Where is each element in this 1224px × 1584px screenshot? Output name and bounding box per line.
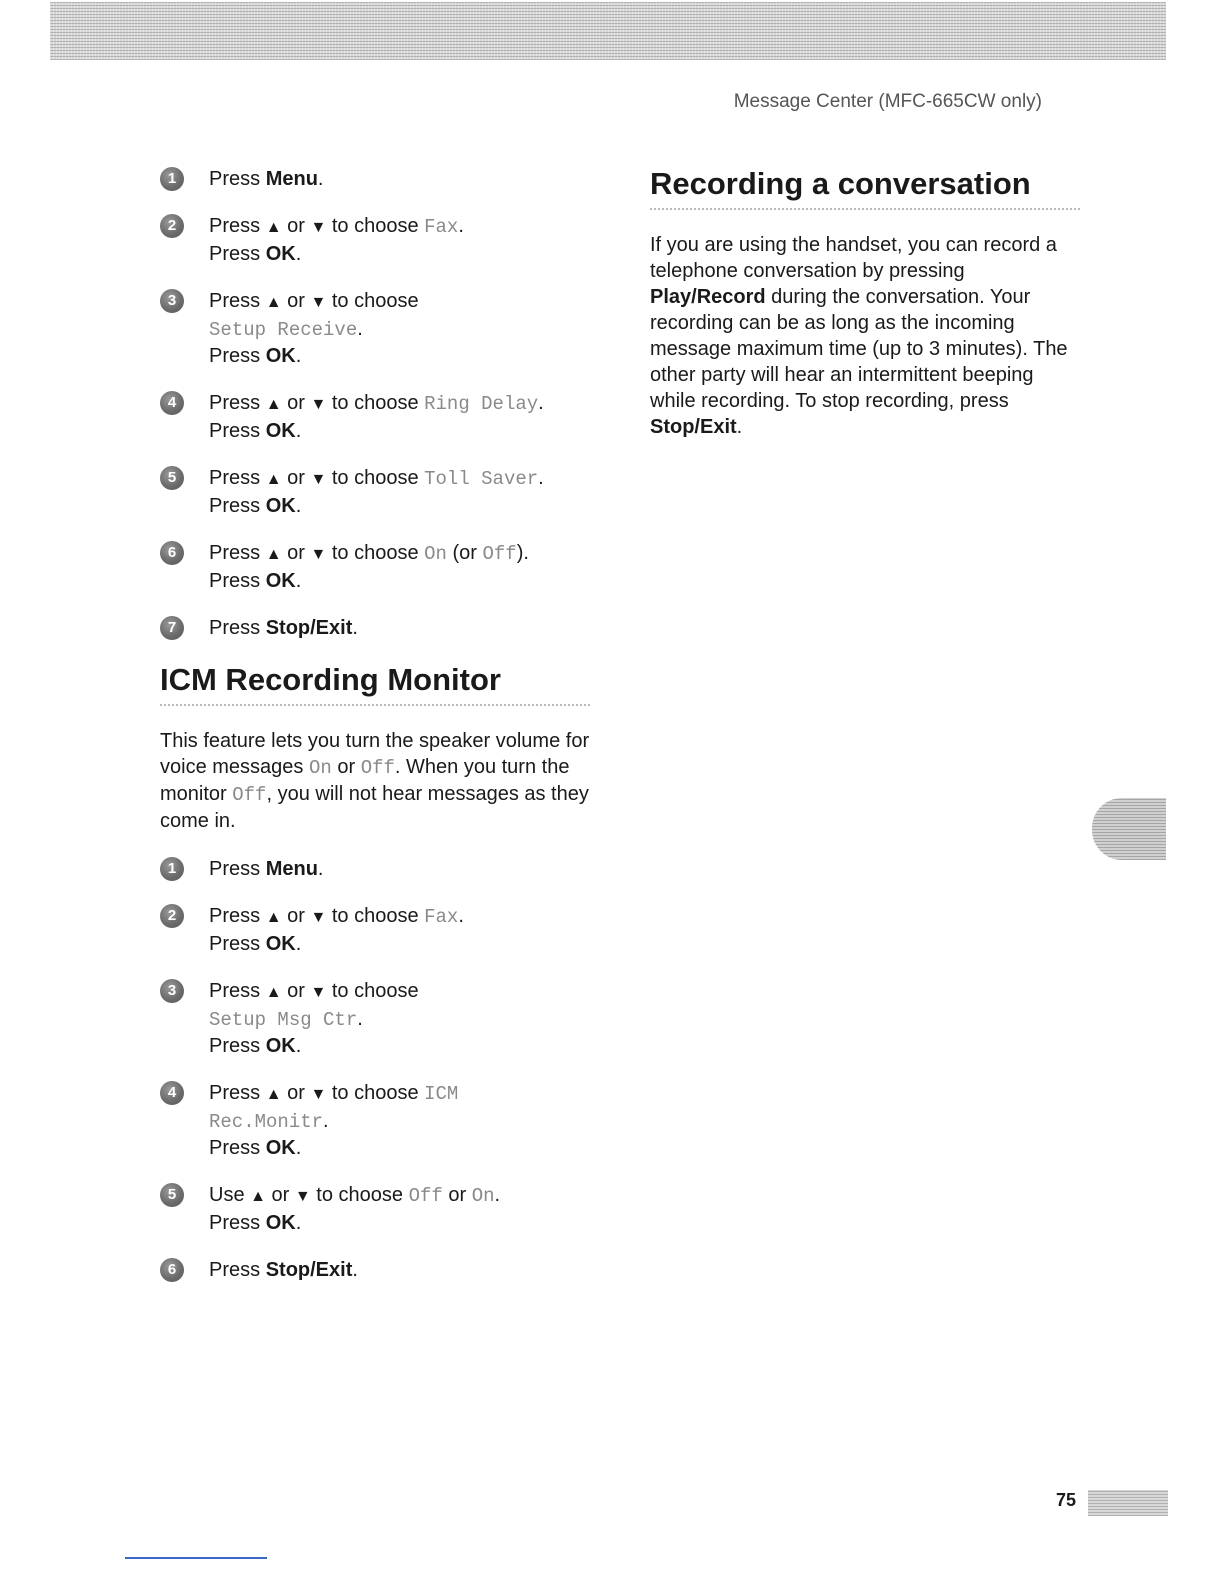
step-text: . [458, 215, 464, 237]
recording-section-heading: Recording a conversation [650, 166, 1080, 210]
lcd-text: Ring Delay [424, 393, 539, 415]
step-text: . [357, 318, 363, 340]
lcd-text: On [308, 757, 332, 779]
step-text: or [281, 980, 311, 1002]
step-text: . [295, 243, 302, 265]
step-text: . [295, 570, 302, 592]
step-number-icon: 6 [160, 1258, 184, 1282]
step-text: to choose [326, 215, 425, 237]
up-arrow-icon: ▲ [250, 1188, 266, 1205]
step-text: or [281, 215, 311, 237]
step-text: Press [209, 570, 266, 592]
step-item [160, 465, 590, 519]
button-name: Stop/Exit [650, 416, 737, 438]
step-text: or [331, 756, 361, 778]
step-number-icon: 5 [160, 466, 184, 490]
step-text: This feature lets you turn the speaker volume for voice messages [160, 730, 590, 778]
step-text: or [281, 542, 311, 564]
step-number-icon: 5 [160, 1183, 184, 1207]
up-arrow-icon: ▲ [265, 984, 282, 1001]
step-text: Press [209, 1259, 266, 1281]
step-text: Press [209, 858, 266, 880]
step-text: Press [209, 905, 266, 927]
step-text: . When you turn the monitor [160, 756, 570, 805]
step-text: . [295, 495, 302, 517]
down-arrow-icon: ▼ [310, 1086, 327, 1103]
step-text: . [538, 467, 544, 489]
header-band [50, 2, 1166, 60]
step-number-icon: 4 [160, 1081, 184, 1105]
down-arrow-icon: ▼ [310, 219, 327, 236]
lcd-text: Setup Receive [209, 319, 358, 341]
step-text: . [357, 1008, 363, 1030]
step-text: or [281, 392, 311, 414]
step-text: . [317, 858, 324, 880]
step-number-icon: 3 [160, 289, 184, 313]
page-number: 75 [1056, 1490, 1077, 1510]
lcd-text: Off [408, 1185, 443, 1207]
step-number-icon: 3 [160, 979, 184, 1003]
recording-paragraph [650, 232, 1080, 440]
step-text: to choose [326, 392, 425, 414]
down-arrow-icon: ▼ [310, 984, 327, 1001]
down-arrow-icon: ▼ [310, 294, 327, 311]
button-name: OK [265, 420, 296, 442]
button-name: Stop/Exit [265, 1259, 353, 1281]
button-name: OK [265, 345, 296, 367]
chapter-side-tab [1092, 798, 1166, 860]
step-item [160, 903, 590, 957]
lcd-text: Off [232, 784, 267, 806]
step-text: . [736, 416, 743, 438]
step-text: Press [209, 420, 266, 442]
icm-section-heading: ICM Recording Monitor [160, 662, 590, 706]
step-text: . [494, 1184, 501, 1206]
step-item [160, 213, 590, 267]
step-text: . [458, 905, 464, 927]
step-text: Use [209, 1184, 251, 1206]
footer-rule [125, 1557, 267, 1559]
step-text: to choose [326, 467, 425, 489]
step-text: . [323, 1110, 329, 1132]
left-column [160, 166, 590, 1304]
step-text: to choose [326, 905, 425, 927]
lcd-text: Setup Msg Ctr [209, 1009, 358, 1031]
step-text: Press [209, 617, 266, 639]
step-text: or [281, 290, 311, 312]
step-item [160, 1182, 590, 1236]
step-item [160, 978, 590, 1059]
down-arrow-icon: ▼ [294, 1188, 311, 1205]
up-arrow-icon: ▲ [265, 396, 282, 413]
step-item [160, 615, 590, 641]
step-text: to choose [326, 1082, 425, 1104]
down-arrow-icon: ▼ [310, 396, 327, 413]
button-name: OK [265, 243, 296, 265]
step-text: . [295, 1137, 302, 1159]
down-arrow-icon: ▼ [310, 471, 327, 488]
step-text: If you are using the handset, you can record a telephone conversation by pressing [650, 234, 1057, 282]
step-text: or [265, 1184, 295, 1206]
step-text: . [352, 1259, 358, 1281]
step-text: Press [209, 345, 266, 367]
step-number-icon: 4 [160, 391, 184, 415]
step-text: Press [209, 542, 266, 564]
button-name: OK [265, 495, 296, 517]
toll-saver-steps [160, 166, 590, 641]
lcd-text: Off [482, 543, 517, 565]
button-name: Menu [265, 858, 318, 880]
step-text: Press [209, 392, 266, 414]
button-name: OK [265, 570, 296, 592]
lcd-text: On [424, 543, 447, 565]
step-text: Press [209, 290, 266, 312]
step-text: Press [209, 467, 266, 489]
right-column [650, 166, 1080, 462]
step-text: Press [209, 495, 266, 517]
lcd-text: Toll Saver [424, 468, 539, 490]
step-text: or [281, 1082, 311, 1104]
up-arrow-icon: ▲ [265, 1086, 282, 1103]
up-arrow-icon: ▲ [265, 546, 282, 563]
step-text: (or [446, 542, 483, 564]
step-text: or [442, 1184, 472, 1206]
up-arrow-icon: ▲ [265, 219, 282, 236]
step-text: . [295, 420, 302, 442]
button-name: OK [265, 1137, 296, 1159]
button-name: OK [265, 1212, 296, 1234]
step-text: Press [209, 980, 266, 1002]
step-text: to choose [310, 1184, 409, 1206]
step-item [160, 288, 590, 369]
step-number-icon: 7 [160, 616, 184, 640]
step-text: . [317, 168, 324, 190]
button-name: OK [265, 1035, 296, 1057]
step-text: or [281, 905, 311, 927]
step-text: to choose [326, 980, 419, 1002]
up-arrow-icon: ▲ [265, 909, 282, 926]
step-item [160, 166, 590, 192]
lcd-text: ICM [424, 1083, 459, 1105]
step-text: . [295, 1212, 302, 1234]
lcd-text: Off [360, 757, 395, 779]
step-text: to choose [326, 542, 425, 564]
down-arrow-icon: ▼ [310, 546, 327, 563]
button-name: Play/Record [650, 286, 766, 308]
step-item [160, 540, 590, 594]
step-text: Press [209, 215, 266, 237]
step-text: during the conversation. Your recording can be as long as the incoming message maximum time (up to 3 minutes). The other party will hear an intermittent beeping while recording. To stop recording, press [650, 286, 1068, 412]
step-number-icon: 6 [160, 541, 184, 565]
step-text: . [538, 392, 544, 414]
lcd-text: On [471, 1185, 495, 1207]
step-text: . [295, 1035, 302, 1057]
step-number-icon: 1 [160, 857, 184, 881]
lcd-text: Rec.Monitr [209, 1111, 324, 1133]
step-text: Press [209, 1137, 266, 1159]
button-name: Menu [265, 168, 318, 190]
lcd-text: Fax [424, 906, 459, 928]
step-text: . [352, 617, 358, 639]
step-item [160, 390, 590, 444]
step-number-icon: 2 [160, 904, 184, 928]
step-text: Press [209, 1212, 266, 1234]
step-text: . [295, 345, 302, 367]
button-name: OK [265, 933, 296, 955]
lcd-text: Fax [424, 216, 459, 238]
button-name: Stop/Exit [265, 617, 353, 639]
step-text: ). [516, 542, 529, 564]
page-header-title: Message Center (MFC-665CW only) [733, 91, 1042, 112]
step-text: Press [209, 168, 266, 190]
up-arrow-icon: ▲ [265, 471, 282, 488]
step-text: Press [209, 243, 266, 265]
step-text: or [281, 467, 311, 489]
step-text: Press [209, 933, 266, 955]
down-arrow-icon: ▼ [310, 909, 327, 926]
step-text: Press [209, 1035, 266, 1057]
step-item [160, 1257, 590, 1283]
icm-steps [160, 856, 590, 1283]
step-number-icon: 1 [160, 167, 184, 191]
icm-intro-paragraph [160, 728, 590, 834]
step-text: , you will not hear messages as they come in. [160, 783, 589, 832]
step-item [160, 856, 590, 882]
page-number-tab [1088, 1490, 1168, 1516]
step-text: to choose [326, 290, 419, 312]
step-item [160, 1080, 590, 1161]
step-text: . [295, 933, 302, 955]
step-number-icon: 2 [160, 214, 184, 238]
up-arrow-icon: ▲ [265, 294, 282, 311]
step-text: Press [209, 1082, 266, 1104]
